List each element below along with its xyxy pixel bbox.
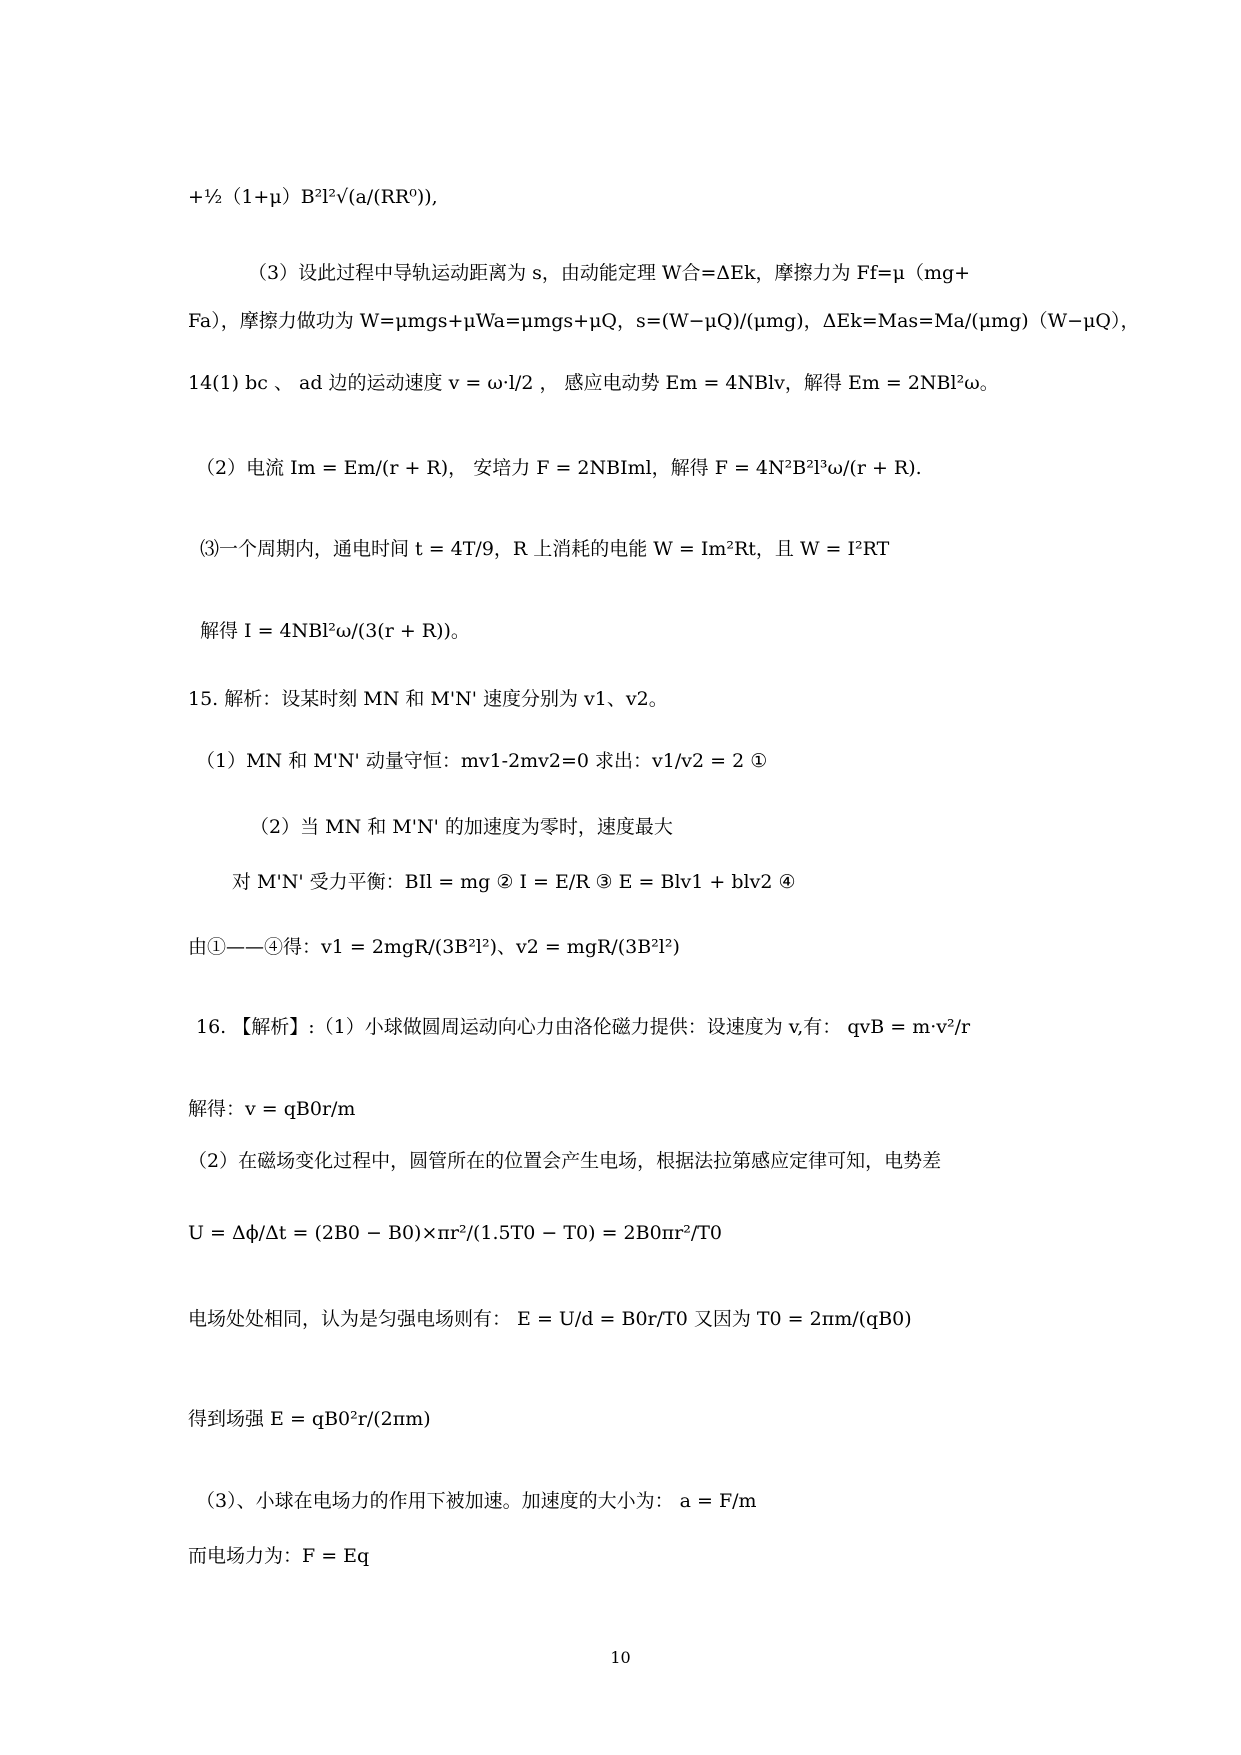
- text-line-6: ⑶一个周期内，通电时间 t = 4T/9，R 上消耗的电能 W = Im²Rt，且 W = I²RT: [200, 538, 890, 560]
- text-line-1: +½（1+μ）B²l²√(a/(RR⁰)),: [188, 186, 438, 208]
- text-line-14: 解得：v = qB0r/m: [188, 1098, 356, 1120]
- text-line-5: （2）电流 Im = Em/(r + R)， 安培力 F = 2NBIml，解得 F = 4N²B²l³ω/(r + R).: [196, 457, 922, 479]
- text-line-19: （3）、小球在电场力的作用下被加速。加速度的大小为： a = F/m: [196, 1490, 757, 1512]
- text-line-12: 由①——④得：v1 = 2mgR/(3B²l²)、v2 = mgR/(3B²l²): [188, 936, 680, 958]
- text-line-3: Fa），摩擦力做功为 W=μmgs+μWa=μmgs+μQ，s=(W−μQ)/(μmg)，ΔEk=Mas=Ma/(μmg)（W−μQ），: [188, 310, 1140, 332]
- text-line-10: （2）当 MN 和 M'N' 的加速度为零时，速度最大: [250, 816, 673, 838]
- text-line-16: U = Δϕ/Δt = (2B0 − B0)×πr²/(1.5T0 − T0) = 2B0πr²/T0: [188, 1222, 723, 1244]
- text-line-20: 而电场力为：F = Eq: [188, 1545, 370, 1567]
- text-line-7: 解得 I = 4NBl²ω/(3(r + R))。: [200, 620, 470, 642]
- text-line-8: 15. 解析：设某时刻 MN 和 M'N' 速度分别为 v1、v2。: [188, 688, 668, 710]
- text-line-9: （1）MN 和 M'N' 动量守恒：mv1-2mv2=0 求出：v1/v2 = 2 ①: [196, 750, 768, 772]
- page-number: 10: [610, 1648, 631, 1667]
- text-line-13: 16. 【解析】:（1）小球做圆周运动向心力由洛伦磁力提供：设速度为 v,有： qvB = m·v²/r: [196, 1016, 971, 1038]
- text-line-15: （2）在磁场变化过程中，圆管所在的位置会产生电场，根据法拉第感应定律可知，电势差: [188, 1150, 942, 1172]
- text-line-17: 电场处处相同，认为是匀强电场则有： E = U/d = B0r/T0 又因为 T0 = 2πm/(qB0): [188, 1308, 912, 1330]
- text-line-4: 14(1) bc 、 ad 边的运动速度 v = ω·l/2 ， 感应电动势 Em = 4NBlv，解得 Em = 2NBl²ω。: [188, 372, 999, 394]
- text-line-18: 得到场强 E = qB0²r/(2πm): [188, 1408, 431, 1430]
- text-line-11: 对 M'N' 受力平衡：BIl = mg ② I = E/R ③ E = Blv1 + blv2 ④: [232, 871, 796, 893]
- text-line-2: （3）设此过程中导轨运动距离为 s，由动能定理 W合=ΔEk，摩擦力为 Ff=μ（mg+: [248, 262, 971, 284]
